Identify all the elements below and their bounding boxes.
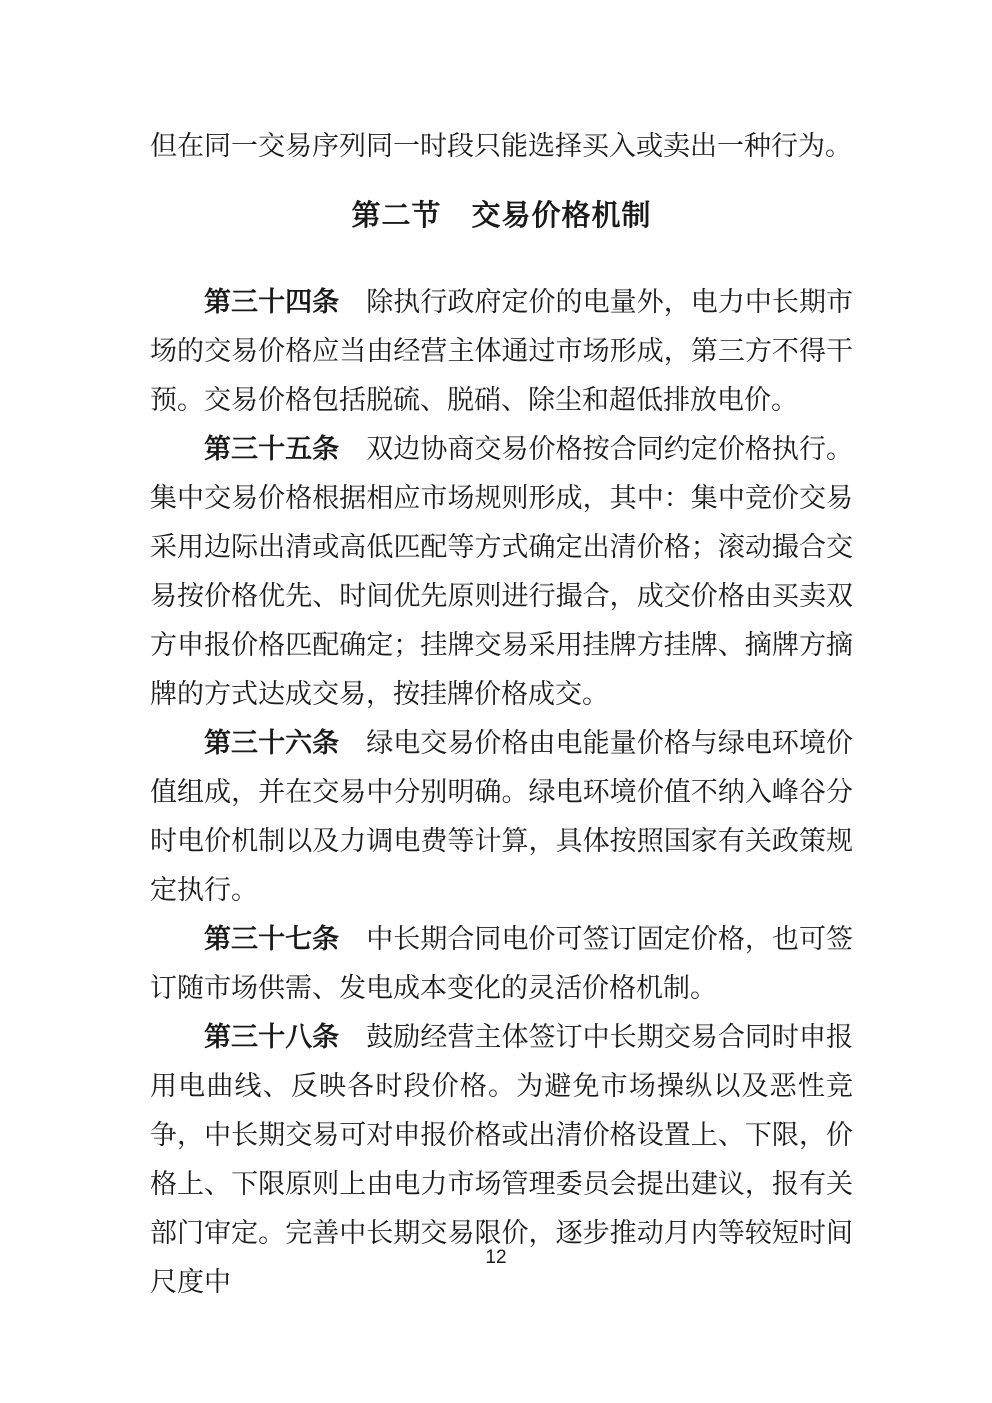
article-38-text: 鼓励经营主体签订中长期交易合同时申报用电曲线、反映各时段价格。为避免市场操纵以及恶性竞争，中长期交易可对申报价格或出清价格设置上、下限，价格上、下限原则上由电力市场管理委员会提出建议，报有关部门审定。完善中长期交易限价，逐步推动月内等较短时间尺度中 [150, 1022, 854, 1297]
article-35-number: 第三十五条 [204, 434, 340, 464]
section-heading: 第二节 交易价格机制 [351, 200, 652, 232]
article-37-text: 中长期合同电价可签订固定价格，也可签订随市场供需、发电成本变化的灵活价格机制。 [150, 924, 854, 1003]
article-34-number: 第三十四条 [204, 287, 340, 317]
article-37-number: 第三十七条 [204, 924, 340, 954]
articles-block [150, 278, 853, 1307]
article-35-text: 双边协商交易价格按合同约定价格执行。集中交易价格根据相应市场规则形成，其中：集中竞价交易采用边际出清或高低匹配等方式确定出清价格；滚动撮合交易按价格优先、时间优先原则进行撮合，成交价格由买卖双方申报价格匹配确定；挂牌交易采用挂牌方挂牌、摘牌方摘牌的方式达成交易，按挂牌价格成交。 [150, 434, 854, 709]
article-37 [150, 915, 853, 1013]
article-38-number: 第三十八条 [204, 1022, 340, 1052]
article-36-text: 绿电交易价格由电能量价格与绿电环境价值组成，并在交易中分别明确。绿电环境价值不纳入峰谷分时电价机制以及力调电费等计算，具体按照国家有关政策规定执行。 [150, 728, 854, 905]
article-34 [150, 278, 853, 425]
paragraph-continuation: 但在同一交易序列同一时段只能选择买入或卖出一种行为。 [150, 131, 852, 161]
article-36-number: 第三十六条 [204, 728, 340, 758]
article-34-text: 除执行政府定价的电量外，电力中长期市场的交易价格应当由经营主体通过市场形成，第三方不得干预。交易价格包括脱硫、脱硝、除尘和超低排放电价。 [150, 287, 854, 415]
page-number: 12 [485, 1247, 507, 1268]
article-36 [150, 719, 853, 915]
article-35 [150, 425, 853, 719]
